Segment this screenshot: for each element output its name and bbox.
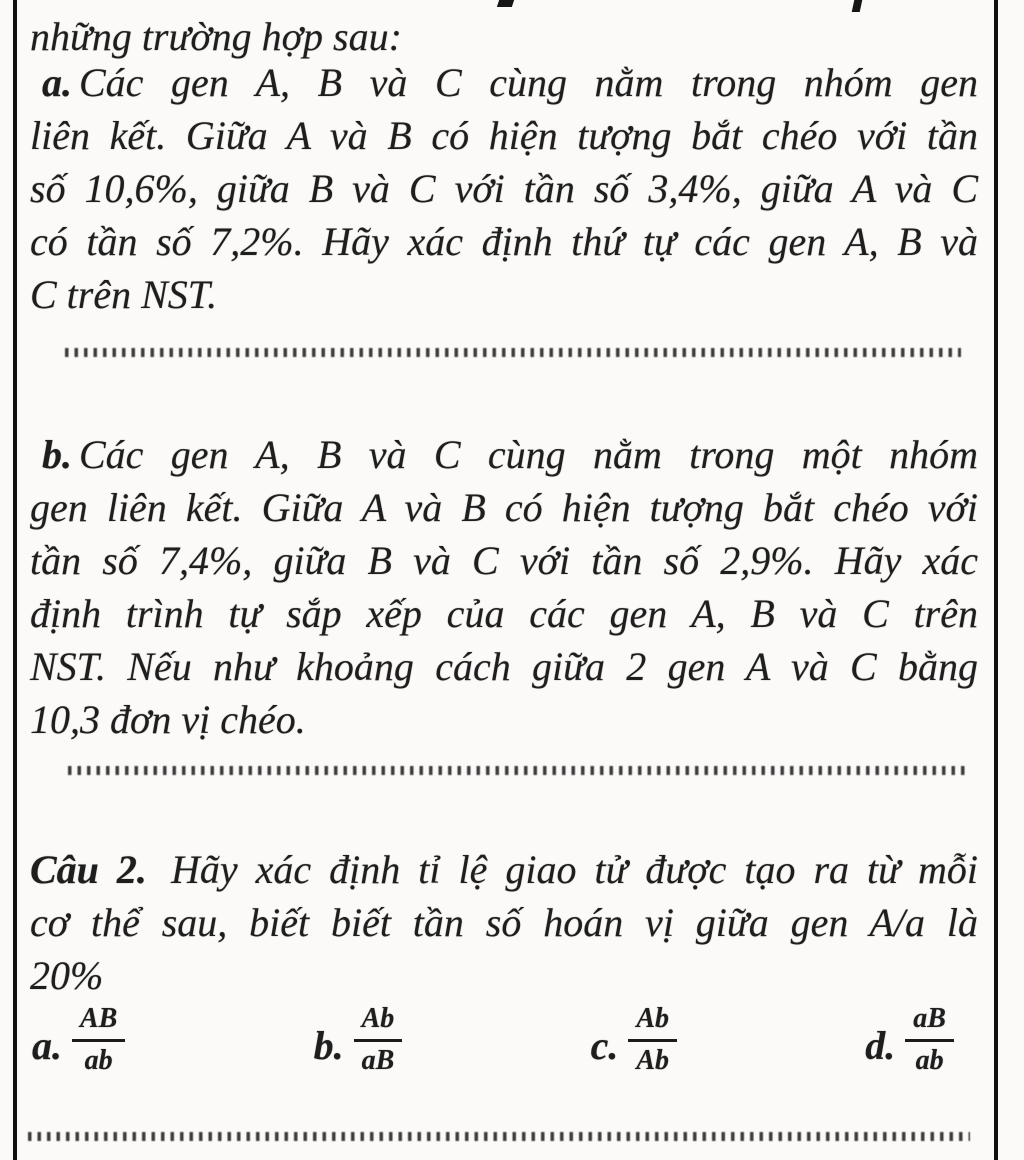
option-b bbox=[314, 1002, 403, 1077]
genotype-fraction bbox=[354, 1002, 403, 1077]
option-a-label: a. bbox=[32, 1023, 62, 1069]
text-line: NST. Nếu như khoảng cách giữa 2 gen A và C bằng bbox=[30, 644, 978, 689]
text-line bbox=[30, 56, 978, 109]
text-line: định trình tự sắp xếp của các gen A, B và C trên bbox=[30, 591, 978, 636]
answer-dotted-line bbox=[65, 348, 961, 357]
answer-dotted-line bbox=[28, 1132, 970, 1141]
fraction-denominator: ab bbox=[84, 1044, 113, 1076]
question-2 bbox=[30, 843, 978, 1002]
fraction-denominator: ab bbox=[915, 1044, 944, 1076]
scan-artifact bbox=[497, 0, 514, 7]
text-line: gen liên kết. Giữa A và B có hiện tượng bắt chéo với bbox=[30, 485, 978, 530]
part-a-label: a. bbox=[42, 60, 72, 105]
text-line bbox=[30, 428, 978, 481]
text-line bbox=[30, 843, 978, 896]
text-line: số 10,6%, giữa B và C với tần số 3,4%, giữa A và C bbox=[30, 166, 978, 211]
question-2-label: Câu 2. bbox=[30, 847, 147, 892]
genotype-fraction bbox=[628, 1002, 677, 1077]
genotype-fraction bbox=[72, 1002, 125, 1077]
option-d-label: d. bbox=[865, 1023, 896, 1069]
text-line: tần số 7,4%, giữa B và C với tần số 2,9%. Hãy xác bbox=[30, 538, 978, 583]
part-b-label: b. bbox=[42, 432, 72, 477]
option-b-label: b. bbox=[313, 1023, 344, 1069]
text-segment: Các gen A, B và C cùng nằm trong nhóm gen bbox=[79, 60, 978, 105]
page-border-left bbox=[13, 0, 17, 1160]
fraction-numerator: Ab bbox=[354, 1002, 403, 1042]
text-segment: Hãy xác định tỉ lệ giao tử được tạo ra từ mỗi bbox=[170, 847, 978, 892]
text-line: liên kết. Giữa A và B có hiện tượng bắt chéo với tần bbox=[30, 113, 978, 158]
text-line: 20% bbox=[30, 953, 104, 998]
option-c-label: c. bbox=[590, 1023, 619, 1069]
problem-part-b bbox=[30, 428, 978, 746]
fraction-denominator: Ab bbox=[636, 1044, 670, 1076]
fraction-denominator: aB bbox=[361, 1044, 395, 1076]
text-line: cơ thể sau, biết biết tần số hoán vị giữa gen A/a là bbox=[30, 900, 978, 945]
genotype-fraction bbox=[905, 1002, 954, 1077]
problem-part-a bbox=[30, 56, 978, 321]
option-c bbox=[591, 1002, 677, 1077]
text-line: 10,3 đơn vị chéo. bbox=[30, 697, 306, 742]
text-line: C trên NST. bbox=[30, 272, 218, 317]
text-line: có tần số 7,2%. Hãy xác định thứ tự các gen A, B và bbox=[30, 219, 978, 264]
option-a bbox=[32, 1002, 125, 1077]
option-d bbox=[865, 1002, 954, 1077]
text-segment: Các gen A, B và C cùng nằm trong một nhóm bbox=[79, 432, 978, 477]
page-border-right bbox=[994, 0, 998, 1160]
answer-dotted-line bbox=[68, 766, 966, 775]
fraction-numerator: AB bbox=[72, 1002, 125, 1042]
fraction-numerator: aB bbox=[905, 1002, 954, 1042]
answer-options-row bbox=[32, 1002, 954, 1077]
fraction-numerator: Ab bbox=[628, 1002, 677, 1042]
text-line: những trường hợp sau: bbox=[30, 14, 402, 59]
